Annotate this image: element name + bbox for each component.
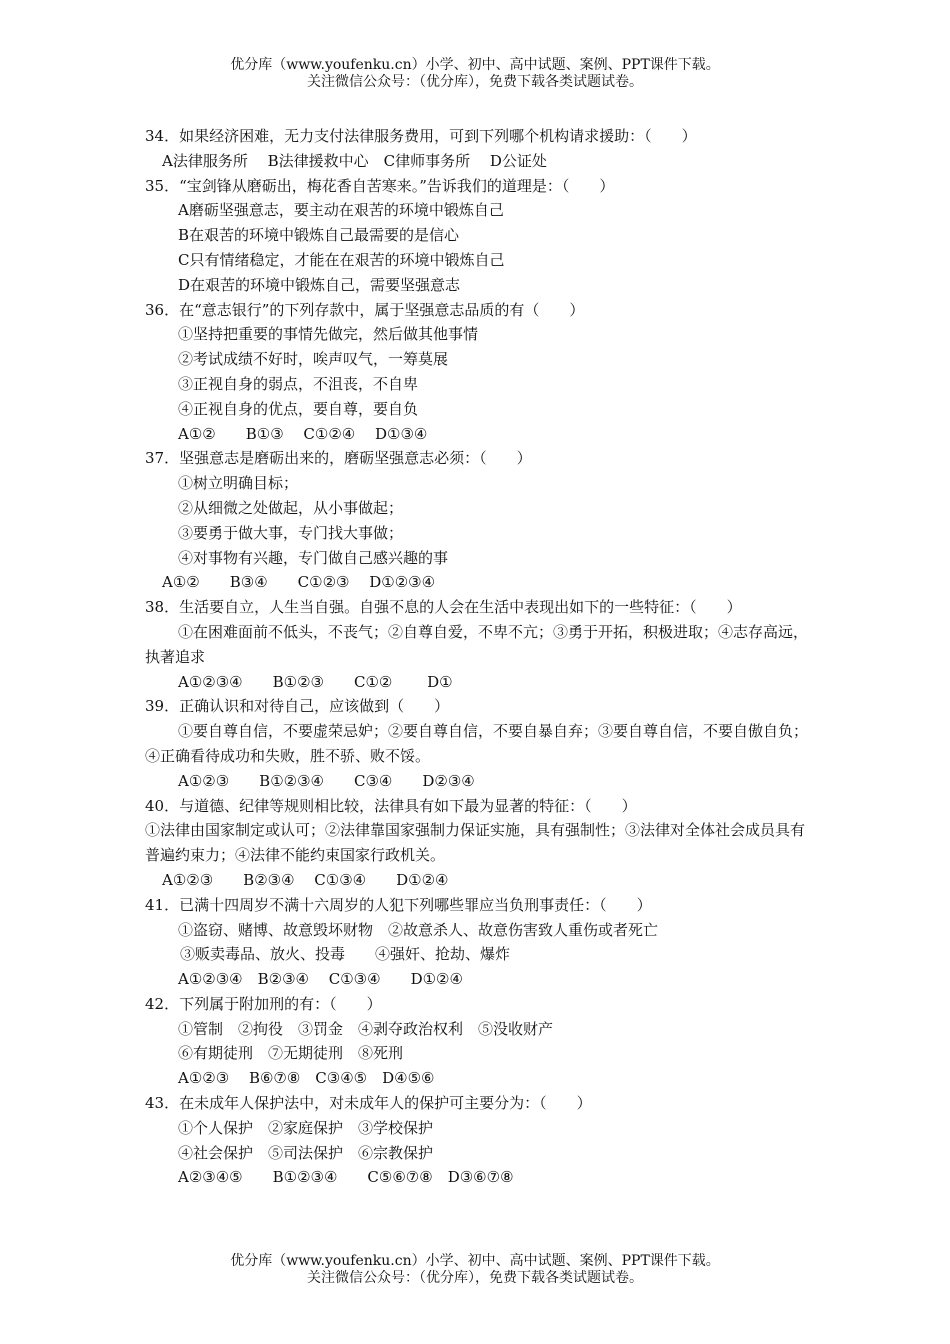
question-stem: 35．“宝剑锋从磨砺出，梅花香自苦寒来。”告诉我们的道理是：（ ） — [145, 176, 615, 195]
answer-options: A法律服务所 B法律援救中心 C律师事务所 D公证处 — [162, 151, 547, 170]
question-38 — [145, 595, 810, 694]
question-stem: 34．如果经济困难，无力支付法律服务费用，可到下列哪个机构请求援助：（ ） — [145, 127, 697, 145]
question-stem: 41．已满十四周岁不满十六周岁的人犯下列哪些罪应当负刑事责任：（ ） — [145, 895, 652, 914]
question-39 — [145, 694, 810, 793]
header-line-1: 优分库（www.youfenku.cn）小学、初中、高中试题、案例、PPT课件下载。 — [230, 57, 720, 73]
question-stem: 37．坚强意志是磨砺出来的，磨砺坚强意志必须：（ ） — [145, 449, 532, 468]
statement-line: ③正视自身的弱点，不沮丧，不自卑 — [178, 374, 419, 393]
option-line: B在艰苦的环境中锻炼自己最需要的是信心 — [178, 226, 460, 245]
question-37 — [145, 446, 810, 595]
question-stem: 38．生活要自立，人生当自强。自强不息的人会在生活中表现出如下的一些特征：（ ） — [145, 598, 742, 617]
statement-line: ③贩卖毒品、放火、投毒 ④强奸、抢劫、爆炸 — [180, 945, 511, 964]
header-line-2: 关注微信公众号：（优分库），免费下载各类试题试卷。 — [307, 74, 643, 90]
statement-line: ①树立明确目标； — [178, 474, 299, 493]
statement-paragraph: ①法律由国家制定或认可；②法律靠国家强制力保证实施，具有强制性；③法律对全体社会成员具有普遍约束力；④法律不能约束国家行政机关。 — [145, 821, 806, 865]
question-stem: 36．在“意志银行”的下列存款中，属于坚强意志品质的有（ ） — [145, 300, 585, 319]
answer-options: A①②③④ B②③④ C①③④ D①②④ — [178, 970, 463, 989]
question-list — [145, 124, 810, 1190]
statement-line: ①盗窃、赌博、故意毁坏财物 ②故意杀人、故意伤害致人重伤或者死亡 — [178, 920, 659, 939]
question-34 — [145, 124, 810, 174]
statement-line: ④对事物有兴趣，专门做自己感兴趣的事 — [178, 548, 449, 567]
statement-line: ④社会保护 ⑤司法保护 ⑥宗教保护 — [178, 1143, 434, 1162]
option-line: C只有情绪稳定，才能在在艰苦的环境中锻炼自己 — [178, 250, 505, 269]
answer-options: A①②③ B⑥⑦⑧ C③④⑤ D④⑤⑥ — [178, 1069, 435, 1088]
answer-options: A①②③④ B①②③ C①② D① — [178, 672, 453, 691]
answer-options: A①②③ B②③④ C①③④ D①②④ — [162, 870, 449, 889]
footer-line-1: 优分库（www.youfenku.cn）小学、初中、高中试题、案例、PPT课件下载。 — [230, 1253, 720, 1269]
question-stem: 40．与道德、纪律等规则相比较，法律具有如下最为显著的特征：（ ） — [145, 796, 637, 815]
question-stem: 39．正确认识和对待自己，应该做到（ ） — [145, 697, 450, 716]
question-stem: 43．在未成年人保护法中，对未成年人的保护可主要分为：（ ） — [145, 1094, 592, 1113]
question-40 — [145, 794, 810, 893]
statement-line: ②考试成绩不好时，唉声叹气，一筹莫展 — [178, 350, 449, 369]
statement-paragraph: ①要自尊自信，不要虚荣忌妒；②要自尊自信，不要自暴自弃；③要自尊自信，不要自傲自负；④正确看待成功和失败，胜不骄、败不馁。 — [145, 722, 809, 765]
answer-options: A①② B①③ C①②④ D①③④ — [178, 424, 428, 443]
statement-line: ⑥有期徒刑 ⑦无期徒刑 ⑧死刑 — [178, 1044, 404, 1063]
question-43 — [145, 1091, 810, 1190]
question-35 — [145, 174, 810, 298]
question-42 — [145, 992, 810, 1091]
statement-paragraph: ①在困难面前不低头，不丧气；②自尊自爱，不卑不亢；③勇于开拓，积极进取；④志存高远，执著追求 — [145, 622, 809, 666]
option-line: A磨砺坚强意志，要主动在艰苦的环境中锻炼自己 — [178, 201, 504, 220]
statement-line: ①管制 ②拘役 ③罚金 ④剥夺政治权利 ⑤没收财产 — [178, 1019, 554, 1038]
question-36 — [145, 298, 810, 447]
option-line: D在艰苦的环境中锻炼自己，需要坚强意志 — [178, 275, 461, 294]
statement-line: ①坚持把重要的事情先做完，然后做其他事情 — [178, 325, 479, 344]
answer-options: A①②③ B①②③④ C③④ D②③④ — [178, 771, 475, 790]
answer-options: A②③④⑤ B①②③④ C⑤⑥⑦⑧ D③⑥⑦⑧ — [178, 1168, 514, 1187]
statement-line: ④正视自身的优点，要自尊，要自负 — [178, 399, 419, 418]
page-footer — [0, 1253, 950, 1287]
question-stem: 42．下列属于附加刑的有：（ ） — [145, 994, 382, 1013]
statement-line: ③要勇于做大事，专门找大事做； — [178, 523, 404, 542]
question-41 — [145, 893, 810, 992]
page-header — [0, 57, 950, 91]
footer-line-2: 关注微信公众号：（优分库），免费下载各类试题试卷。 — [307, 1270, 643, 1286]
statement-line: ①个人保护 ②家庭保护 ③学校保护 — [178, 1118, 434, 1137]
answer-options: A①② B③④ C①②③ D①②③④ — [162, 573, 436, 592]
statement-line: ②从细微之处做起，从小事做起； — [178, 498, 404, 517]
